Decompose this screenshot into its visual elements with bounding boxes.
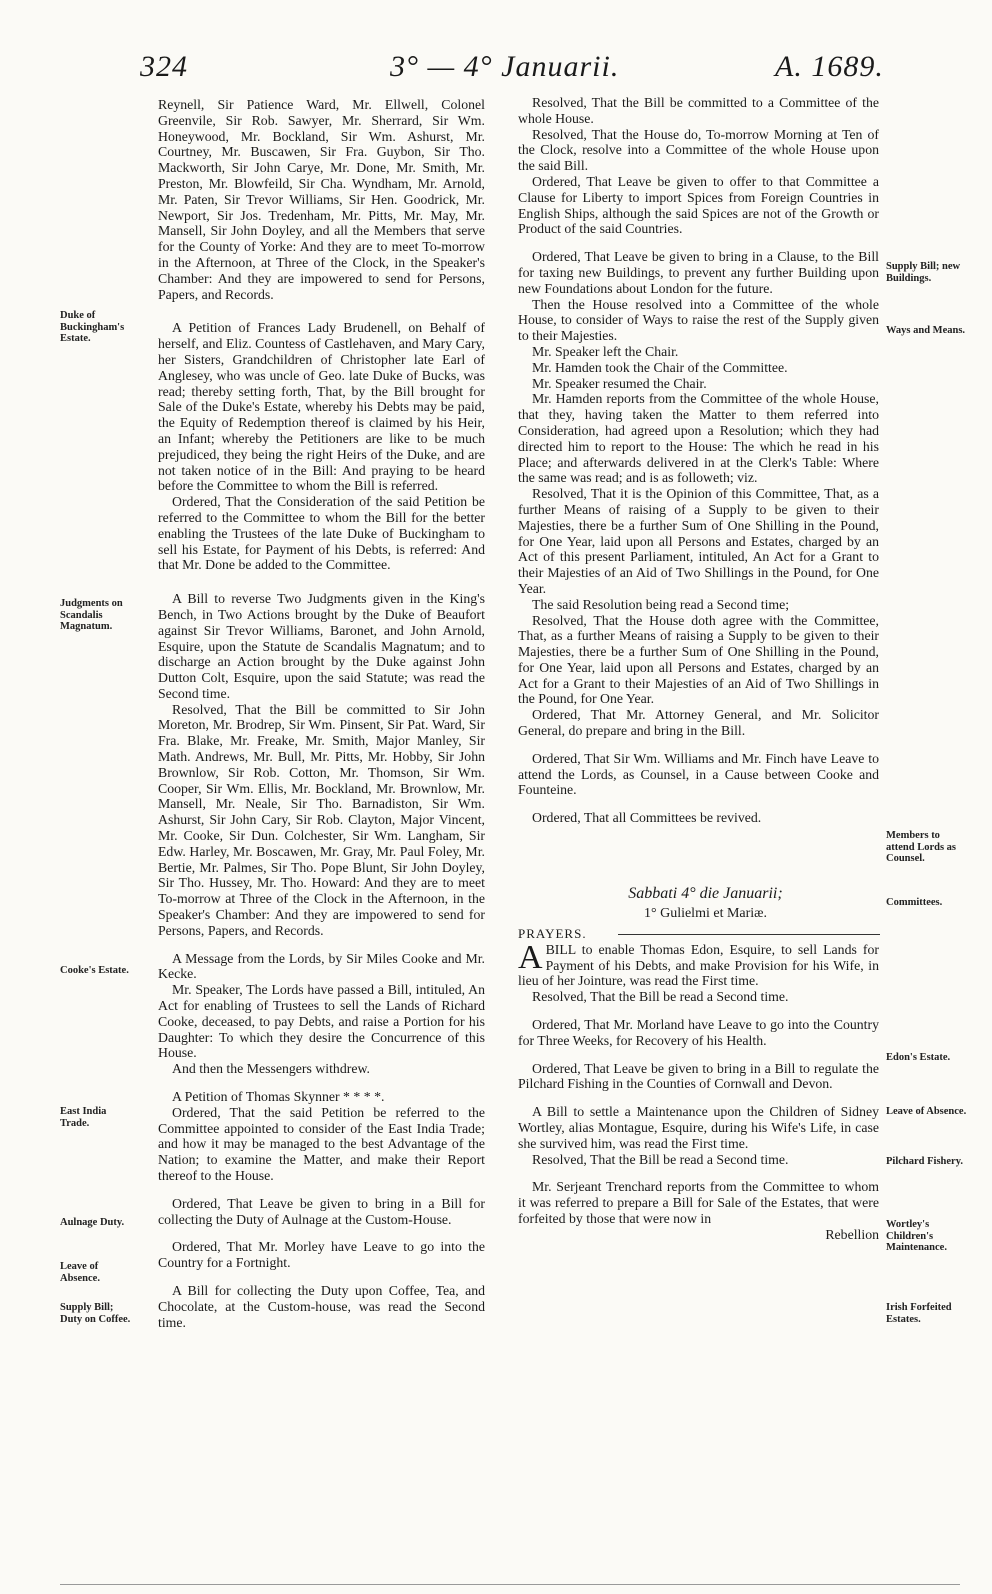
page-title: 3° — 4° Januarii. bbox=[390, 50, 620, 83]
left-column bbox=[158, 97, 485, 1330]
house-agrees: Resolved, That the House doth agree with the Committee, That, as a further Means of raising a Supply to be given to their Majesties, there be a further Sum of One Shilling in the Pound, for One Year, laid upon all Persons and Estates, charged by an Act for a Grant to their Majesties of an Aid of Two Shillings in the Pound, for One Year. bbox=[518, 612, 879, 707]
margin-note-aulnage: Aulnage Duty. bbox=[60, 1217, 125, 1228]
margin-note-cooke: Cooke's Estate. bbox=[60, 965, 129, 976]
page-year: A. 1689. bbox=[775, 50, 884, 83]
day-heading: Sabbati 4° die Januarii; bbox=[628, 885, 783, 903]
ways-committee: Then the House resolved into a Committee of the whole House, to consider of Ways to raise the rest of the Supply given to their Majesties. bbox=[518, 296, 879, 344]
morley-leave: Ordered, That Mr. Morley have Leave to go into the Country for a Fortnight. bbox=[158, 1239, 485, 1271]
skynner-petition: A Petition of Thomas Skynner * * * *. bbox=[172, 1089, 385, 1105]
margin-note-leave-absence: Leave of Absence. bbox=[886, 1106, 967, 1117]
trenchard-report: Mr. Serjeant Trenchard reports from the Committee to whom it was referred to prepare a Bill for Sale of the Estates, that were forfeited by those that were now in bbox=[518, 1179, 879, 1227]
coffee-bill: A Bill for collecting the Duty upon Coffee, Tea, and Chocolate, at the Custom-house, was read the Second time. bbox=[158, 1282, 485, 1330]
page-header bbox=[0, 50, 992, 94]
margin-note-buckingham: Duke of Buckingham's Estate. bbox=[60, 310, 125, 344]
judgments-committee: Resolved, That the Bill be committed to Sir John Moreton, Mr. Brodrep, Sir Wm. Pinsent, Sir Pat. Ward, Sir Fra. Blake, Mr. Freake, Mr. Smith, Major Manley, Sir Math. Andrews, Mr. Bull, Mr. Pitts, Mr. Hobby, Sir John Brownlow, Sir Rob. Cotton, Mr. Thomson, Sir Wm. Cooper, Sir Wm. Ellis, Mr. Bockland, Mr. Brownlow, Mr. Mansell, Mr. Neale, Sir Tho. Barnadiston, Sir Wm. Ashurst, Sir John Cary, Sir Rob. Clayton, Major Vincent, Mr. Cooke, Sir Dun. Colchester, Sir Wm. Langham, Sir Edw. Harley, Mr. Boscawen, Mr. Gray, Mr. Paul Foley, Mr. Bertie, Mr. Palmes, Sir Tho. Pope Blunt, Sir John Doyley, Sir Tho. Hussey, Mr. Tho. Howard: And they are to meet To-morrow at Three of the Clock in the Afternoon, in the Speaker's Chamber: And they are impowered to send for Persons, Papers, and Records. bbox=[158, 701, 485, 938]
margin-note-committees: Committees. bbox=[886, 897, 943, 908]
judgments-bill: A Bill to reverse Two Judgments given in the King's Bench, in Two Actions brought by the Duke of Beaufort against Sir Trevor Williams, Baronet, and John Arnold, Esquire, upon the Statute de Scandalis Magnatum; and to discharge an Action brought by the Duke against John Dutton Colt, Esquire, upon the said Statute; was read the Second time. bbox=[158, 591, 485, 701]
margin-note-edon: Edon's Estate. bbox=[886, 1052, 951, 1063]
drop-cap: A bbox=[518, 938, 543, 976]
morland-leave: Ordered, That Mr. Morland have Leave to go into the Country for Three Weeks, for Recovery of his Health. bbox=[518, 1017, 879, 1048]
prayers-heading: PRAYERS. bbox=[518, 926, 587, 942]
hamden-report: Mr. Hamden reports from the Committee of the whole House, that they, having taken the Matter to them referred into Consideration, had agreed upon a Resolution; which they had directed him to report to the House: The which he read in his Place; and afterwards delivered in at the Clerk's Table: Where the same was read; and is as followeth; viz. bbox=[518, 391, 879, 486]
lords-message-body: Mr. Speaker, The Lords have passed a Bill, intituled, An Act for enabling of Trustees to sell the Lands of Richard Cooke, deceased, to pay Debts, and raise a Portion for his Daughter: To which they desire the Concurrence of this House. bbox=[158, 982, 485, 1061]
spices-order: Ordered, That Leave be given to offer to that Committee a Clause for Liberty to import Spices from Foreign Countries in English Ships, although the said Spices are not of the Growth or Product of the said Countries. bbox=[518, 173, 879, 237]
committee-opinion: Resolved, That it is the Opinion of this Committee, That, as a further Means of raising of a Supply to be given to their Majesties, there be a further Sum of One Shilling in the Pound, for One Year, laid upon all Persons and Estates, charged by an Act of this present Parliament, intituled, An Act for a Grant to their Majesties of an Aid of Two Shillings in the Pound, for One Year. bbox=[518, 486, 879, 596]
section-divider bbox=[618, 934, 880, 935]
edon-bill-text: BILL to enable Thomas Edon, Esquire, to sell Lands for Payment of his Debts, and make Provision for his Wife, in lieu of her Jointure, was read the First time. bbox=[518, 941, 879, 989]
edon-resolution: Resolved, That the Bill be read a Second time. bbox=[532, 989, 789, 1005]
edon-bill bbox=[518, 938, 879, 989]
wortley-resolution: Resolved, That the Bill be read a Second time. bbox=[532, 1151, 789, 1167]
margin-note-judgments: Judgments on Scandalis Magnatum. bbox=[60, 598, 123, 632]
margin-note-pilchard: Pilchard Fishery. bbox=[886, 1156, 963, 1167]
counsel-order: Ordered, That Sir Wm. Williams and Mr. Finch have Leave to attend the Lords, as Counsel, in a Cause between Cooke and Founteine. bbox=[518, 750, 879, 798]
margin-note-supply: Supply Bill; Duty on Coffee. bbox=[60, 1302, 131, 1325]
revive-order: Ordered, That all Committees be revived. bbox=[532, 810, 762, 826]
catchword: Rebellion bbox=[825, 1226, 879, 1242]
hamden-chair: Mr. Hamden took the Chair of the Committee. bbox=[532, 359, 788, 375]
aulnage-order: Ordered, That Leave be given to bring in a Bill for collecting the Duty of Aulnage at the Custom-House. bbox=[158, 1195, 485, 1227]
regnal-year: 1° Gulielmi et Mariæ. bbox=[643, 906, 768, 922]
east-india-order: Ordered, That the said Petition be referred to the Committee appointed to consider of the East India Trade; and how it may be managed to the best Advantage of the Nation; to examine the Matter, and make their Report thereof to the House. bbox=[158, 1104, 485, 1183]
margin-note-eastindia: East India Trade. bbox=[60, 1106, 107, 1129]
margin-note-leave: Leave of Absence. bbox=[60, 1261, 100, 1284]
brudenell-petition: A Petition of Frances Lady Brudenell, on Behalf of herself, and Eliz. Countess of Castlehaven, and Mary Cary, her Sisters, Grandchildren of Christopher late Earl of Anglesey, who was uncle of Geo. late Duke of Bucks, was read; thereby setting forth, That, by the Bill brought for Sale of the Duke's Estate, whereby his Debts may be paid, the Equity of Redemption thereof is claimed by his Heir, an Infant; whereby the Petitioners are like to be much prejudiced, they being the right Heirs of the Duke, and are not taken notice of in the Bill: And praying to be heard before the Committee to whom the Bill is referred. bbox=[158, 320, 485, 494]
attorney-order: Ordered, That Mr. Attorney General, and Mr. Solicitor General, do prepare and bring in the Bill. bbox=[518, 707, 879, 739]
speaker-resumed: Mr. Speaker resumed the Chair. bbox=[532, 375, 707, 391]
speaker-left: Mr. Speaker left the Chair. bbox=[532, 343, 679, 359]
petition-order: Ordered, That the Consideration of the said Petition be referred to the Committee to whom the Bill for the better enabling the Trustees of the late Duke of Buckingham to sell his Estate, for Payment of his Debts, is referred: And that Mr. Done be added to the Committee. bbox=[158, 494, 485, 573]
page-number: 324 bbox=[140, 50, 188, 83]
lords-message: A Message from the Lords, by Sir Miles Cooke and Mr. Kecke. bbox=[158, 950, 485, 982]
right-column bbox=[518, 95, 879, 1243]
second-reading: The said Resolution being read a Second time; bbox=[532, 596, 790, 612]
margin-note-irish: Irish Forfeited Estates. bbox=[886, 1302, 952, 1325]
wortley-bill: A Bill to settle a Maintenance upon the Children of Sidney Wortley, alias Montague, Esquire, during his Wife's Life, in case she survived him, was read the First time. bbox=[518, 1104, 879, 1151]
messengers-withdrew: And then the Messengers withdrew. bbox=[172, 1061, 370, 1077]
footer-rule bbox=[60, 1584, 960, 1585]
buildings-order: Ordered, That Leave be given to bring in a Clause, to the Bill for taxing new Buildings, to prevent any further Building upon new Foundations about London for the future. bbox=[518, 249, 879, 296]
margin-note-wortley: Wortley's Children's Maintenance. bbox=[886, 1219, 947, 1253]
pilchard-order: Ordered, That Leave be given to bring in a Bill to regulate the Pilchard Fishing in the Counties of Cornwall and Devon. bbox=[518, 1060, 879, 1092]
committee-list: Reynell, Sir Patience Ward, Mr. Ellwell, Colonel Greenvile, Sir Rob. Sawyer, Mr. Sherrard, Sir Wm. Honeywood, Mr. Bockland, Sir Wm. Ashurst, Mr. Courtney, Mr. Buscawen, Sir Fra. Guybon, Sir Tho. Mackworth, Sir John Carye, Mr. Done, Mr. Smith, Mr. Preston, Mr. Blowfeild, Sir Cha. Wyndham, Mr. Arnold, Mr. Paten, Sir Trevor Williams, Sir Hen. Goodrick, Mr. Newport, Sir Jos. Tredenham, Mr. Pitts, Mr. May, Mr. Mansell, Sir John Doyley, and all the Members that serve for the County of Yorke: And they are to meet To-morrow in the Afternoon, at Three of the Clock, in the Speaker's Chamber: And they are impowered to send for Persons, Papers, and Records. bbox=[158, 97, 485, 302]
margin-note-ways-means: Ways and Means. bbox=[886, 325, 966, 336]
margin-note-new-buildings: Supply Bill; new Buildings. bbox=[886, 261, 961, 284]
tomorrow-resolution: Resolved, That the House do, To-morrow Morning at Ten of the Clock, resolve into a Committee of the whole House upon the said Bill. bbox=[518, 126, 879, 174]
committee-resolution: Resolved, That the Bill be committed to a Committee of the whole House. bbox=[518, 95, 879, 126]
margin-note-counsel: Members to attend Lords as Counsel. bbox=[886, 830, 957, 864]
